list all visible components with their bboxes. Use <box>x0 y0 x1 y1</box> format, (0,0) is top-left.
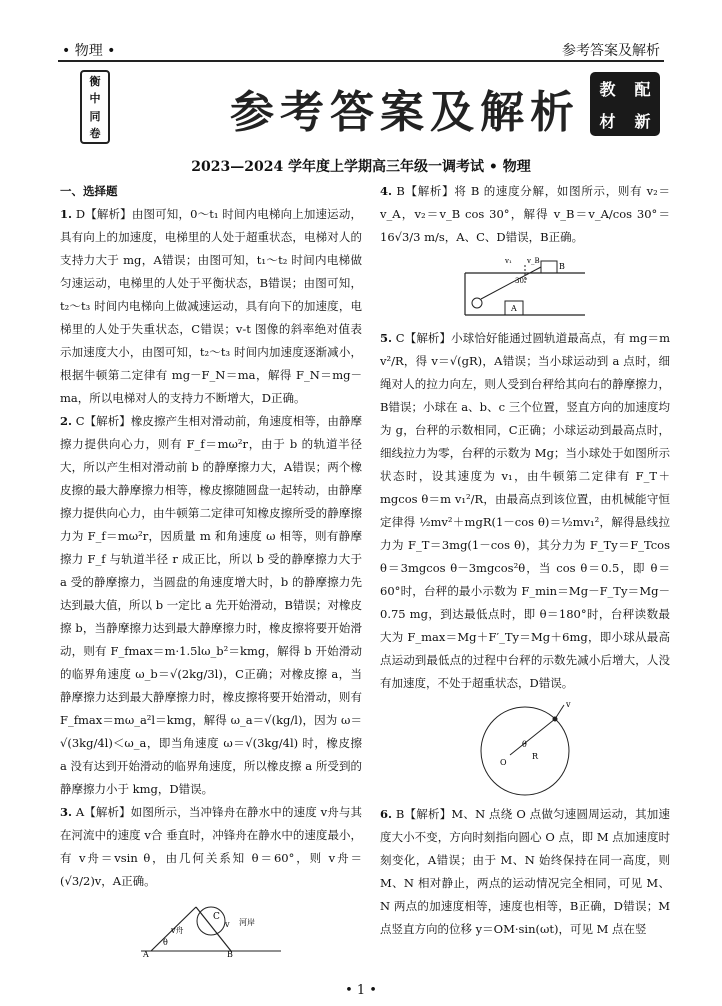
pulley-label-angle: 30° <box>515 277 528 285</box>
pulley-label-v1: v₁ <box>505 257 512 265</box>
pulley-label-b: B <box>559 262 565 271</box>
boat-label-b: B <box>227 950 233 957</box>
stamp-logo: 教 配 材 新 <box>590 72 660 136</box>
section-heading: 一、选择题 <box>60 184 118 198</box>
answer-4: 4. B【解析】将 B 的速度分解，如图所示，则有 v₂＝v_A，v₂＝v_B cos 30°，解得 v_B＝v_A/cos 30°＝16√3/3 m/s，A、C、D错误，B正确。 <box>380 184 670 244</box>
subject-label: • 物理 • <box>62 43 116 59</box>
right-column <box>380 180 670 941</box>
pulley-figure <box>455 253 595 323</box>
answer-2: 2. C【解析】橡皮擦产生相对滑动前，角速度相等，由静摩擦力提供向心力，则有 F_f＝mω²r，由于 b 的轨道半径大，所以产生相对滑动前 b 的静摩擦力大，A错误；两个橡皮擦的最大静摩擦力相等，橡皮擦随圆盘一起转动，由静摩擦力提供向心力，由牛顿第二定律可知橡皮擦所受的静摩擦力为 F_f＝mω²r，因质量 m 和角速度 ω 相等，则有静摩擦力 F_f 与轨道半径 r 成正比，所以 b 受的静摩擦力大于 a 受的静摩擦力，当圆盘的角速度增大时，b 的静摩擦力先达到最大值，所以 b 一定比 a 先开始滑动，B错误；对橡皮擦 b，当静摩擦力达到最大静摩擦力时，橡皮擦将要开始滑动，则有 F_fmax＝m·1.5lω_b²＝kmg，解得 b 开始滑动的临界角速度 ω_b＝√(2kg/3l)，C正确；对橡皮擦 a，当静摩擦力达到最大静摩擦力时，橡皮擦将要开始滑动，则有 F_fmax＝mω_a²l＝kmg，解得 ω_a＝√(kg/l)，因为 ω＝√(3kg/4l)＜ω_a，即当角速度 ω＝√(3kg/4l) 时，橡皮擦 a 没有达到开始滑动的临界角速度，所以橡皮擦 a 所受到的静摩擦力小于 kmg，D错误。 <box>60 414 363 796</box>
header-rule <box>58 60 664 62</box>
boat-label-v-boat: v舟 <box>171 926 184 935</box>
boat-label-a: A <box>143 950 149 957</box>
answer-6: 6. B【解析】M、N 点绕 O 点做匀速圆周运动，其加速度大小不变，方向时刻指向圆心 O 点，即 M 点加速度时刻变化，A错误；由于 M、N 始终保持在同一高度，则 M、N 相对静止，两点的运动情况完全相同，可见 M、N 两点的加速度相等，速度也相等，B正确，D错误；M 点竖直方向的位移 y＝OM·sin(ωt)，可见 M 点在竖 <box>380 807 670 936</box>
page-header <box>0 0 722 62</box>
boat-label-theta: θ <box>163 938 168 947</box>
answer-1: 1. D【解析】由图可知，0～t₁ 时间内电梯向上加速运动，具有向上的加速度，电梯里的人处于超重状态，电梯对人的支持力大于 mg，A错误；由图可知，t₁～t₂ 时间内电梯做匀速运动，电梯里的人处于平衡状态，B错误；由图可知，t₂～t₃ 时间内电梯向上做减速运动，具有向下的加速度，电梯里的人处于失重状态，C错误；v-t 图像的斜率绝对值表示加速度大小，由图可知，t₂～t₃ 时间内加速度逐渐减小，根据牛顿第二定律有 mg－F_N＝ma，解得 F_N＝mg－ma，所以电梯对人的支持力不断增大，D正确。 <box>60 207 362 405</box>
boat-label-c: C <box>213 912 220 922</box>
answer-3: 3. A【解析】如图所示，当冲锋舟在静水中的速度 v舟与其在河流中的速度 v合 垂直时，冲锋舟在静水中的速度最小，有 v舟＝vsin θ，由几何关系知 θ＝60°，则 v舟＝(√3/2)v，A正确。 <box>60 805 362 888</box>
title-banner <box>80 70 660 142</box>
banner-title: 参考答案及解析 <box>230 87 580 138</box>
circle-label-theta: θ <box>522 740 527 749</box>
circle-label-r: R <box>532 752 539 761</box>
pulley-label-a: A <box>511 304 517 313</box>
boat-label-bank: 河岸 <box>239 918 255 927</box>
boat-velocity-figure <box>121 897 301 957</box>
page-number: • 1 • <box>345 983 377 998</box>
circle-label-o: O <box>500 758 507 767</box>
section-label: 参考答案及解析 <box>562 43 660 59</box>
circle-label-v: v <box>566 700 571 709</box>
seal-logo: 衡 中 同 卷 <box>80 70 110 144</box>
pulley-label-vb: v_B <box>527 257 540 265</box>
left-column <box>60 180 362 961</box>
exam-title: 2023—2024 学年度上学期高三年级一调考试 • 物理 <box>191 159 531 175</box>
boat-label-v: v <box>225 920 230 929</box>
circle-figure <box>460 699 590 799</box>
answer-5: 5. C【解析】小球恰好能通过圆轨道最高点，有 mg＝m v²/R，得 v＝√(gR)，A错误；当小球运动到 a 点时，细绳对人的拉力向左，则人受到台秤给其向右的静摩擦力，B错误；小球在 a、b、c 三个位置，竖直方向的加速度均为 g，台秤的示数相同，C正确；小球运动到最高点时，细线拉力为零，台秤的示数为 Mg；当小球处于如图所示状态时，设其速度为 v₁，由牛顿第二定律有 F_T＋mgcos θ＝m v₁²/R，由最高点到该位置，由机械能守恒定律得 ½mv²＋mgR(1－cos θ)＝½mv₁²，解得悬线拉力为 F_T＝3mg(1－cos θ)，其分力为 F_Ty＝F_Tcos θ＝3mgcos θ－3mgcos²θ，当 cos θ＝0.5，即 θ＝60°时，台秤的最小示数为 F_min＝Mg－F_Ty＝Mg－0.75 mg，到达最低点时，即 θ＝180°时，台秤读数最大为 F_max＝Mg＋F′_Ty＝Mg＋6mg，即小球从最高点运动到最低点的过程中台秤的示数先减小后增大，人没有加速度，不处于超重状态，D错误。 <box>380 331 671 690</box>
